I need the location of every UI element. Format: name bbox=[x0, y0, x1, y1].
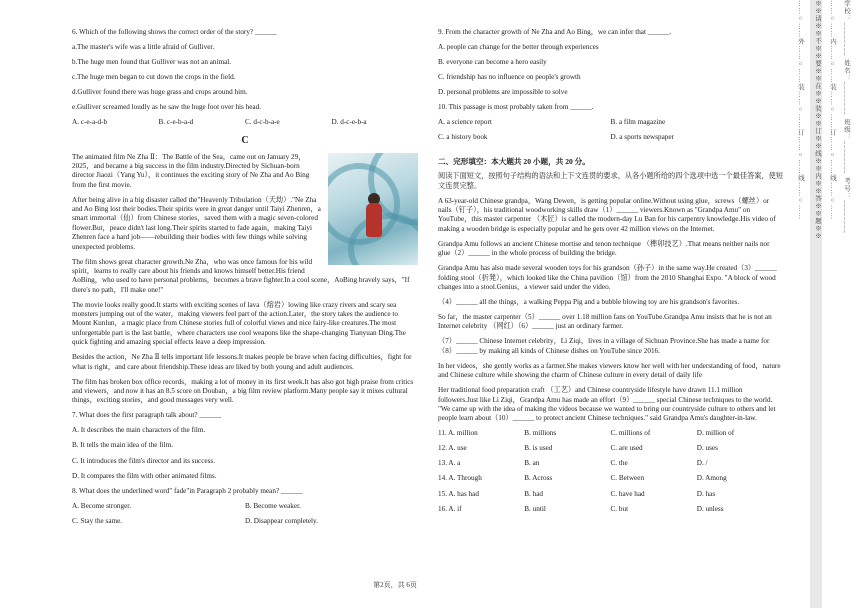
choice-13-a[interactable]: 13. A. a bbox=[438, 459, 461, 468]
q9-option-c[interactable]: C. friendship has no influence on people's growth bbox=[438, 73, 581, 82]
q9-option-a[interactable]: A. people can change for the better through experiences bbox=[438, 43, 599, 52]
q8-option-b[interactable]: B. Become weaker. bbox=[245, 501, 301, 510]
passage-paragraph-4: The movie looks really good.It starts with exciting scenes of lava（熔岩）lowing like crazy rivers and scary sea monsters jumping out of the water，making viewers feel part of the action.Later，the story takes the audience to Mount Kunlun，a magic place from Chinese stories full of colorful views and nice fairy-like creatures.The most unforgettable part is the last battle，where characters use cool weapons like the shape-changing Tianyuan Ding.The quick fighting and amazing special effects leave a deep impression. bbox=[72, 300, 406, 347]
q6-item-a: a.The master's wife was a little afraid of Gulliver. bbox=[72, 43, 215, 52]
binding-outer-line: ……○……外……○……装……○……订……○……线……○…… bbox=[797, 0, 804, 220]
q8-options-row-2 bbox=[72, 517, 418, 526]
choice-11-a[interactable]: 11. A. million bbox=[438, 429, 478, 438]
cloze-paragraph-1: A 63-year-old Chinese grandpa，Wang Dewen，is getting popular online.Without using glue，screws（螺丝）or nails（钉子），his traditional woodworking skills draw（1）______ viewers.Known as "Grandpa Amu" on YouTube，this master carpenter （木匠）is called the modern-day Lu Ban for his carpentry knowledge.His video of making a wooden bridge is especially popular and he gets over 42 million views on the Internet. bbox=[438, 196, 776, 233]
q8-option-d[interactable]: D. Disappear completely. bbox=[245, 516, 318, 525]
cloze-paragraph-6: （7）______ Chinese Internet celebrity，Li Ziqi，lives in a village of Sichuan Province.She has made a name for（8）______ by making all kinds of Chinese dishes on YouTube since 2016. bbox=[438, 337, 770, 355]
q6-option-d[interactable]: D. d-c-e-b-a bbox=[331, 118, 367, 127]
q10-option-b[interactable]: B. a film magazine bbox=[610, 118, 666, 127]
binding-student-info: 学校：________ 姓名：________ 班级：________ 考号：________ bbox=[843, 0, 850, 234]
choice-12-d[interactable]: D. uses bbox=[696, 444, 718, 453]
q6-item-c: c.The huge men began to cut down the crops in the field. bbox=[72, 73, 236, 82]
q7-option-c[interactable]: C. It introduces the film's director and its success. bbox=[72, 456, 216, 465]
cloze-paragraph-4: （4）______ all the things，a walking Peppa Pig and a bubble blowing toy are his grandson's favorites. bbox=[438, 297, 740, 306]
passage-paragraph-2: After being alive in a big disaster called the"Heavenly Tribulation（天劫）."Ne Zha and Ao Bing lost their bodies.Their spirits were in great danger until Taiyi Zhenren，a smart immortal（仙）from Chinese stories，saved them with a magic seven-colored flower.But，peace didn't last long.Their spirits started to fade again，making Taiyi Zhenren face a hard job——rebuilding their bodies with few things while solving unexpected problems. bbox=[72, 195, 321, 251]
q6-item-d: d.Gulliver found there was huge grass and crops around him. bbox=[72, 88, 248, 97]
ne-zha-film-image bbox=[328, 153, 418, 265]
binding-warning-text: ※※请※※不※※要※※在※※装※※订※※线※※内※※答※※题※※ bbox=[814, 0, 821, 240]
cloze-section-title: 二、完形填空：本大题共 20 小题，共 20 分。 bbox=[438, 156, 590, 166]
q7-option-a[interactable]: A. It describes the main characters of the film. bbox=[72, 426, 206, 435]
choice-row-13 bbox=[438, 459, 783, 468]
q8-options-row-1 bbox=[72, 502, 418, 511]
q6-option-b[interactable]: B. c-e-b-a-d bbox=[158, 118, 194, 127]
q10-option-d[interactable]: D. a sports newspaper bbox=[610, 133, 674, 142]
q6-options bbox=[72, 118, 418, 127]
choice-15-c[interactable]: C. have had bbox=[610, 489, 645, 498]
q10-options-row-1 bbox=[438, 118, 783, 127]
choice-16-b[interactable]: B. until bbox=[524, 504, 546, 513]
q9-stem: 9. From the character growth of Ne Zha and Ao Bing，we can infer that ______. bbox=[438, 28, 672, 36]
binding-inner-line: ……○……内……○……装……○……订……○……线……○…… bbox=[829, 0, 836, 220]
choice-row-14 bbox=[438, 474, 783, 483]
choice-16-a[interactable]: 16. A. if bbox=[438, 504, 462, 513]
q9-option-b[interactable]: B. everyone can become a hero easily bbox=[438, 58, 547, 67]
choice-15-d[interactable]: D. has bbox=[696, 489, 716, 498]
cloze-paragraph-7: In her videos，she gently works as a farmer.She makes viewers know her well with her understanding of food，nature and Chinese culture while showing the charm of Chinese culture in every detail of daily life bbox=[438, 361, 781, 380]
q7-option-b[interactable]: B. It tells the main idea of the film. bbox=[72, 441, 174, 450]
choice-15-b[interactable]: B. had bbox=[524, 489, 544, 498]
choice-13-c[interactable]: C. the bbox=[610, 459, 628, 468]
right-column bbox=[438, 28, 783, 520]
choice-14-d[interactable]: D. Among bbox=[696, 474, 727, 483]
choice-11-b[interactable]: B. millions bbox=[524, 429, 557, 438]
choice-row-15 bbox=[438, 490, 783, 499]
choice-14-a[interactable]: 14. A. Through bbox=[438, 474, 482, 483]
passage-paragraph-3: The film shows great character growth.Ne Zha，who was once famous for his wild spirit，learns to really care about his friends and knows himself better.His friend AoBing，who used to have personal problems，becomes a brave fighter.In a cool scene，AoBing bravely says，"If there's no path，I'll make one!" bbox=[72, 257, 410, 294]
choice-11-c[interactable]: C. millions of bbox=[610, 429, 651, 438]
q6-stem: 6. Which of the following shows the correct order of the story? ______ bbox=[72, 28, 277, 36]
passage-paragraph-5: Besides the action，Ne Zha Ⅱ tells important life lessons.It makes people be brave when facing difficulties，fight for what is right，and care about friendship.These ideas are liked by both young and adult audiences. bbox=[72, 353, 412, 371]
choice-12-b[interactable]: B. is used bbox=[524, 444, 553, 453]
q8-option-c[interactable]: C. Stay the same. bbox=[72, 516, 123, 525]
choice-13-b[interactable]: B. an bbox=[524, 459, 540, 468]
q8-option-a[interactable]: A. Become stronger. bbox=[72, 501, 132, 510]
q6-option-c[interactable]: C. d-c-b-a-e bbox=[245, 118, 280, 127]
q7-option-d[interactable]: D. It compares the film with other animated films. bbox=[72, 471, 217, 480]
q8-stem: 8. What does the underlined word" fade"in Paragraph 2 probably mean? ______ bbox=[72, 486, 303, 495]
q7-stem: 7. What does the first paragraph talk about? ______ bbox=[72, 411, 221, 420]
choice-15-a[interactable]: 15. A. has had bbox=[438, 489, 479, 498]
q6-item-e: e.Gulliver screamed loudly as he saw the huge foot over his head. bbox=[72, 103, 262, 112]
q10-option-a[interactable]: A. a science report bbox=[438, 118, 492, 127]
cloze-paragraph-3: Grandpa Amu has also made several wooden toys for his grandson（孙子）in the same way.He created（3）______ folding stool（折凳），which looked like the China pavilion（馆）from the 2010 Shanghai Expo. "A block of wood changes into a stool.Genius，a viewer said under the video. bbox=[438, 264, 777, 291]
passage-paragraph-1: The animated film Ne Zha Ⅱ：The Battle of the Sea，came out on January 29，2025，and became a big success in the film industry.Directed by Sichuan-born director Jiaozi（Yang Yu），it continues the exciting story of Ne Zha and Ao Bing from the first movie. bbox=[72, 152, 310, 189]
q6-item-b: b.The huge men found that Gulliver was not an animal. bbox=[72, 58, 232, 67]
q6-option-a[interactable]: A. c-e-a-d-b bbox=[72, 118, 108, 127]
passage-paragraph-6: The film has broken box office records，making a lot of money in its first week.It has also got high praise from critics and viewers，and now it has an 8.5 score on Douban，a big film review platform.Many people say it mixes cultural things，exciting stories，and good messages very well. bbox=[72, 377, 414, 405]
choice-row-11 bbox=[438, 429, 783, 438]
cloze-paragraph-8: Her traditional food preparation craft （工艺）and Chinese countryside lifestyle have drawn 11.1 million followers.Just like Li Ziqi，Grandpa Amu has made an effort（9）______ special Chinese techniques to the world. "We came up with the idea of making the videos because we wanted to bring our countryside culture to others and let people learn about（10）______ to protect ancient Chinese techniques." said Grandpa Amu's daughter-in-law. bbox=[438, 386, 776, 423]
choice-16-d[interactable]: D. unless bbox=[696, 504, 724, 513]
choice-14-b[interactable]: B. Across bbox=[524, 474, 553, 483]
choice-16-c[interactable]: C. but bbox=[610, 504, 629, 513]
binding-margin bbox=[790, 0, 860, 608]
choice-13-d[interactable]: D. / bbox=[696, 459, 708, 468]
choice-row-12 bbox=[438, 444, 783, 453]
cloze-instructions: 阅读下面短文，按照句子结构的语法和上下文连贯的要求，从各小题所给的四个选项中选一个最佳答案，使短文连贯完整。 bbox=[438, 172, 784, 190]
choice-11-d[interactable]: D. million of bbox=[696, 429, 735, 438]
cloze-paragraph-2: Grandpa Amu follows an ancient Chinese mortise and tenon technique （榫卯技艺）.That means neither nails nor glue（2）______ in the whole process of building the bridge. bbox=[438, 239, 770, 258]
left-column bbox=[72, 28, 418, 532]
q10-options-row-2 bbox=[438, 133, 783, 142]
section-letter-c: C bbox=[241, 134, 249, 146]
q10-option-c[interactable]: C. a history book bbox=[438, 133, 488, 142]
choice-12-a[interactable]: 12. A. use bbox=[438, 444, 467, 453]
cloze-paragraph-5: So far，the master carpenter（5）______ over 1.18 million fans on YouTube.Grandpa Amu insists that he is not an Internet celebrity （网红）（6）______ just an ordinary farmer. bbox=[438, 312, 772, 331]
choice-12-c[interactable]: C. are used bbox=[610, 444, 643, 453]
page-footer: 第2页，共 6页 bbox=[373, 581, 417, 589]
q9-option-d[interactable]: D. personal problems are impossible to solve bbox=[438, 88, 568, 97]
choice-14-c[interactable]: C. Between bbox=[610, 474, 645, 483]
choice-row-16 bbox=[438, 505, 783, 514]
q10-stem: 10. This passage is most probably taken from ______. bbox=[438, 103, 594, 112]
